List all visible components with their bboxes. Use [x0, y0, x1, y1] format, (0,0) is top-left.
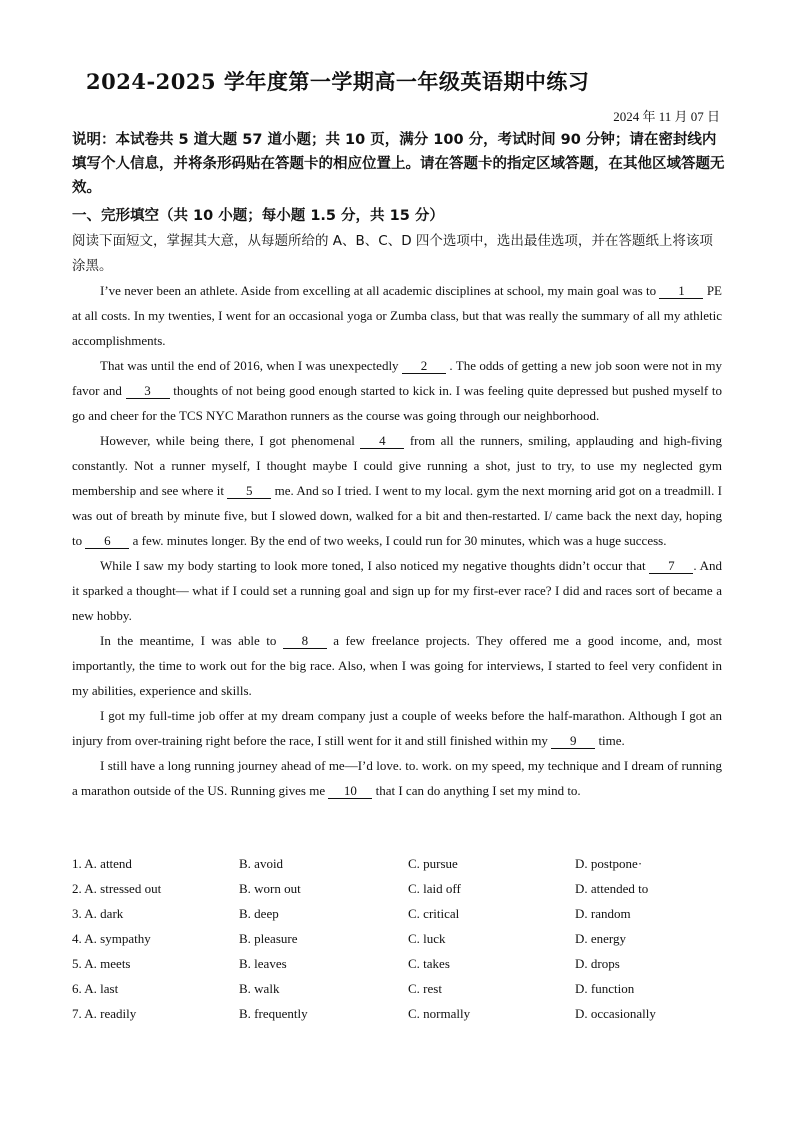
option-c: C. rest: [408, 981, 442, 996]
passage-paragraph-1: [72, 278, 722, 353]
option-d: D. postpone·: [575, 856, 643, 871]
blank-5: 5: [227, 483, 271, 499]
passage-text: thoughts of not being good enough started to kick in. I was feeling quite depressed but pushed myself to go and cheer for the TCS NYC Marathon runners as the course was going through our neighborhood.: [72, 383, 722, 423]
option-b: B. worn out: [239, 881, 301, 896]
blank-3: 3: [126, 383, 170, 399]
blank-1: 1: [659, 283, 703, 299]
option-row-4: [72, 926, 732, 951]
option-c: C. laid off: [408, 881, 461, 896]
passage-text: . And it sparked a thought— what if I could set a running goal and sign up for my first-ever race? I did and races sort of became a new hobby.: [72, 558, 723, 623]
passage-text: time.: [595, 733, 625, 748]
passage-text: a few. minutes longer. By the end of two weeks, I could run for 30 minutes, which was a huge success.: [129, 533, 667, 548]
passage-text: from all the runners, smiling, applauding and high-fiving constantly. Not a runner myself, I thought maybe I could give running a shot, just to try, to use my neglected gym membership and see where it: [72, 433, 722, 498]
option-row-3: [72, 901, 732, 926]
passage-text: I got my full-time job offer at my dream company just a couple of weeks before the half-marathon. Although I got an injury from over-training right before the race, I still went for it and still finished within my: [72, 708, 722, 748]
blank-4: 4: [360, 433, 404, 449]
option-row-6: [72, 976, 732, 1001]
option-b: B. pleasure: [239, 931, 298, 946]
blank-7: 7: [649, 558, 693, 574]
blank-8: 8: [283, 633, 327, 649]
option-a: 5. A. meets: [72, 956, 131, 971]
option-row-2: [72, 876, 732, 901]
option-c: C. critical: [408, 906, 460, 921]
passage-text: While I saw my body starting to look more toned, I also noticed my negative thoughts didn’t occur that: [100, 558, 650, 573]
passage-paragraph-6: [72, 703, 722, 753]
passage-paragraph-5: [72, 628, 722, 703]
passage-text: . The odds of getting a new job soon were not in my favor and: [72, 358, 722, 398]
option-a: 3. A. dark: [72, 906, 124, 921]
cloze-passage: [72, 278, 722, 803]
passage-paragraph-4: [72, 553, 722, 628]
passage-text: However, while being there, I got phenomenal: [100, 433, 361, 448]
option-d: D. energy: [575, 931, 627, 946]
option-row-5: [72, 951, 732, 976]
option-c: C. takes: [408, 956, 450, 971]
option-row-7: [72, 1001, 732, 1026]
passage-paragraph-3: [72, 428, 722, 553]
option-row-1: [72, 851, 732, 876]
passage-text: that I can do anything I set my mind to.: [372, 783, 581, 798]
blank-2: 2: [402, 358, 446, 374]
blank-6: 6: [85, 533, 129, 549]
option-a: 4. A. sympathy: [72, 931, 151, 946]
option-a: 7. A. readily: [72, 1006, 137, 1021]
option-d: D. drops: [575, 956, 620, 971]
passage-text: That was until the end of 2016, when I was unexpectedly: [100, 358, 402, 373]
passage-text: In the meantime, I was able to: [100, 633, 283, 648]
option-b: B. leaves: [239, 956, 287, 971]
option-c: C. normally: [408, 1006, 471, 1021]
option-a: 6. A. last: [72, 981, 119, 996]
option-b: B. avoid: [239, 856, 284, 871]
option-a: 2. A. stressed out: [72, 881, 162, 896]
option-b: B. walk: [239, 981, 280, 996]
blank-10: 10: [328, 783, 372, 799]
section-title: 一、完形填空（共 10 小题；每小题 1.5 分，共 15 分）: [72, 208, 444, 224]
option-d: D. attended to: [575, 881, 649, 896]
blank-9: 9: [551, 733, 595, 749]
option-d: D. function: [575, 981, 635, 996]
passage-paragraph-7: [72, 753, 722, 803]
exam-notice: 说明：本试卷共 5 道大题 57 道小题；共 10 页，满分 100 分，考试时间 90 分钟；请在密封线内填写个人信息，并将条形码贴在答题卡的相应位置上。请在答题卡的指定区域答题，在其他区域答题无效。: [72, 132, 725, 196]
passage-text: I still have a long running journey ahead of me—I’d love. to. work. on my speed, my technique and I dream of running a marathon outside of the US. Running gives me: [72, 758, 722, 798]
option-a: 1. A. attend: [72, 856, 132, 871]
exam-title: 2024-2025 学年度第一学期高一年级英语期中练习: [86, 69, 590, 94]
passage-text: a few freelance projects. They offered me a good income, and, most importantly, the time to work out for the big race. Also, when I was going for interviews, I started to feel very confident in my abilities, experience and skills.: [72, 633, 722, 698]
exam-date: 2024 年 11 月 07 日: [613, 109, 720, 124]
option-d: D. random: [575, 906, 631, 921]
passage-text: PE at all costs. In my twenties, I went for an occasional yoga or Zumba class, but that was really the summary of all my athletic accomplishments.: [72, 283, 722, 348]
option-d: D. occasionally: [575, 1006, 656, 1021]
option-c: C. luck: [408, 931, 446, 946]
passage-text: me. And so I tried. I went to my local. gym the next morning arid got on a treadmill. I was out of breath by minute five, but I slowed down, walked for a bit and then-restarted. I/ came back the next day, hoping to: [72, 483, 722, 548]
passage-text: I’ve never been an athlete. Aside from excelling at all academic disciplines at school, my main goal was to: [100, 283, 660, 298]
answer-options: [72, 851, 732, 1026]
option-b: B. deep: [239, 906, 279, 921]
section-instruction: 阅读下面短文，掌握其大意，从每题所给的 A、B、C、D 四个选项中，选出最佳选项，并在答题纸上将该项涂黑。: [72, 233, 713, 274]
passage-paragraph-2: [72, 353, 722, 428]
option-c: C. pursue: [408, 856, 458, 871]
option-b: B. frequently: [239, 1006, 308, 1021]
